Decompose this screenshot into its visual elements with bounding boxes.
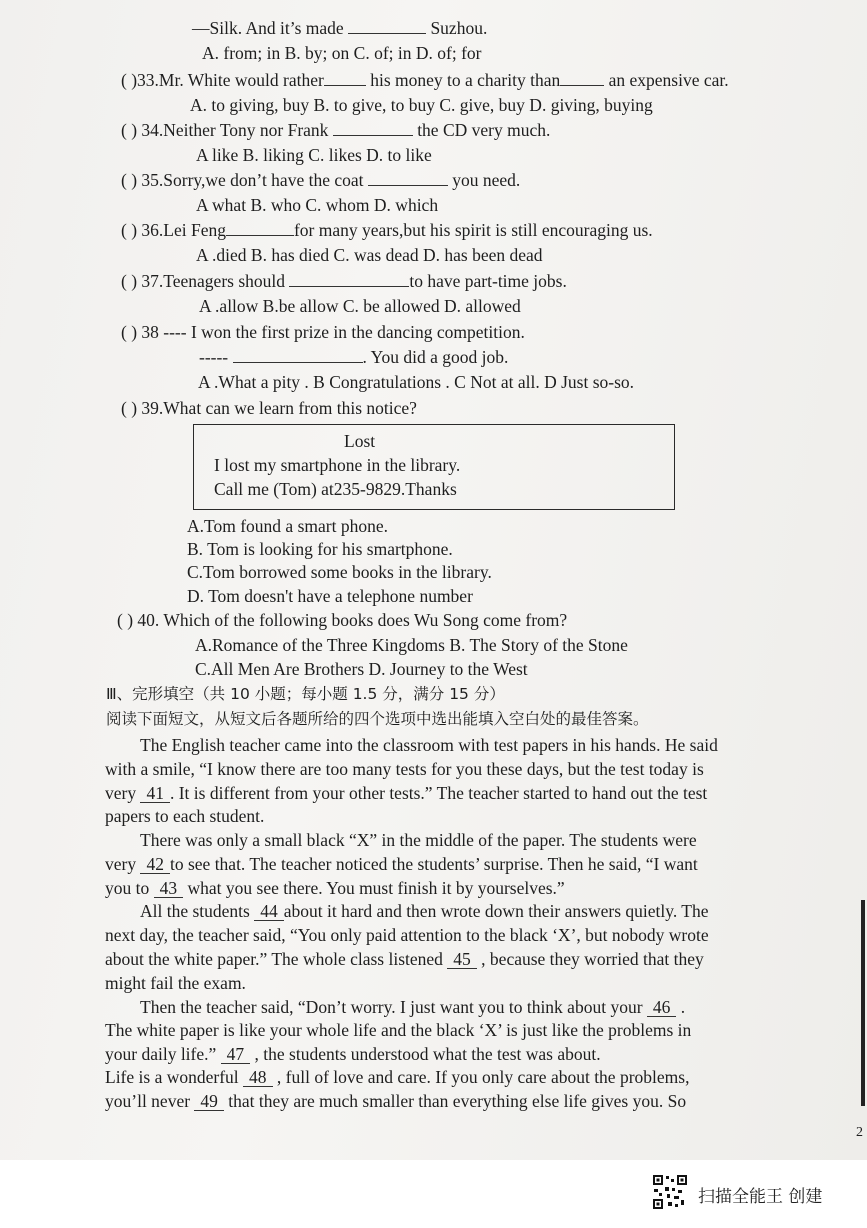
q40-question: ( ) 40. Which of the following books does Wu Song come from? bbox=[117, 610, 568, 630]
passage-line: with a smile, “I know there are too many tests for you these days, but the test today is bbox=[105, 759, 704, 779]
section-3-heading: Ⅲ、完形填空（共 10 小题；每小题 1.5 分，满分 15 分） bbox=[106, 685, 505, 703]
section-3-instructions: 阅读下面短文，从短文后各题所给的四个选项中选出能填入空白处的最佳答案。 bbox=[106, 710, 649, 728]
blank-42: 42 bbox=[140, 856, 170, 874]
blank-45: 45 bbox=[447, 951, 477, 969]
q37-options: A .allow B.be allow C. be allowed D. allowed bbox=[199, 296, 521, 316]
passage-line: Then the teacher said, “Don’t worry. I just want you to think about your 46 . bbox=[140, 997, 686, 1017]
qr-code-icon bbox=[652, 1174, 688, 1210]
page-number-fragment: 2 bbox=[856, 1125, 863, 1140]
passage-line: next day, the teacher said, “You only paid attention to the black ‘X’, but nobody wrote bbox=[105, 925, 709, 945]
q39-option-a: A.Tom found a smart phone. bbox=[187, 516, 388, 536]
passage-line: papers to each student. bbox=[105, 806, 265, 826]
passage-line: The English teacher came into the classroom with test papers in his hands. He said bbox=[140, 735, 718, 755]
blank-43: 43 bbox=[154, 880, 184, 898]
footer-label: 扫描全能王 创建 bbox=[698, 1187, 823, 1207]
q38-options: A .What a pity . B Congratulations . C Not at all. D Just so-so. bbox=[198, 372, 635, 392]
q35-options: A what B. who C. whom D. which bbox=[196, 195, 439, 215]
q40-options-ab: A.Romance of the Three Kingdoms B. The Story of the Stone bbox=[195, 635, 628, 655]
passage-line: All the students 44 about it hard and then wrote down their answers quietly. The bbox=[140, 901, 709, 921]
passage-line: about the white paper.” The whole class listened 45 , because they worried that they bbox=[105, 949, 704, 969]
q36-question: ( ) 36.Lei Feng for many years,but his spirit is still encouraging us. bbox=[121, 220, 653, 240]
passage-line: very 41 . It is different from your other tests.” The teacher started to hand out the test bbox=[105, 783, 708, 803]
q39-option-c: C.Tom borrowed some books in the library. bbox=[187, 562, 492, 582]
q34-question: ( ) 34.Neither Tony nor Frank the CD very much. bbox=[121, 120, 551, 140]
lost-notice-box bbox=[193, 424, 675, 510]
q34-options: A like B. liking C. likes D. to like bbox=[196, 145, 432, 165]
passage-line: There was only a small black “X” in the middle of the paper. The students were bbox=[140, 830, 697, 850]
q38-question: ( ) 38 ---- I won the first prize in the dancing competition. bbox=[121, 322, 525, 342]
blank-49: 49 bbox=[194, 1093, 224, 1111]
passage-line: might fail the exam. bbox=[105, 973, 246, 993]
q33-question: ( )33.Mr. White would rather his money to a charity than an expensive car. bbox=[121, 70, 729, 90]
q32-answer-line: —Silk. And it’s made Suzhou. bbox=[192, 18, 488, 38]
page-edge-mark bbox=[861, 900, 865, 1106]
q32-options: A. from; in B. by; on C. of; in D. of; for bbox=[202, 43, 482, 63]
blank-46: 46 bbox=[647, 999, 677, 1017]
q39-option-b: B. Tom is looking for his smartphone. bbox=[187, 539, 453, 559]
passage-line: very 42 to see that. The teacher noticed the students’ surprise. Then he said, “I want bbox=[105, 854, 698, 874]
q39-question: ( ) 39.What can we learn from this notice? bbox=[121, 398, 417, 418]
blank-41: 41 bbox=[140, 785, 170, 803]
passage-line: you to 43 what you see there. You must finish it by yourselves.” bbox=[105, 878, 565, 898]
blank-47: 47 bbox=[221, 1046, 251, 1064]
notice-line-1: I lost my smartphone in the library. bbox=[214, 455, 461, 475]
q36-options: A .died B. has died C. was dead D. has been dead bbox=[196, 245, 543, 265]
passage-line: your daily life.” 47 , the students understood what the test was about. bbox=[105, 1044, 601, 1064]
notice-line-2: Call me (Tom) at235-9829.Thanks bbox=[214, 479, 457, 499]
q37-question: ( ) 37.Teenagers should to have part-time jobs. bbox=[121, 271, 567, 291]
passage-line: The white paper is like your whole life and the black ‘X’ is just like the problems in bbox=[105, 1020, 692, 1040]
passage-line: Life is a wonderful 48 , full of love and care. If you only care about the problems, bbox=[105, 1067, 690, 1087]
q39-option-d: D. Tom doesn't have a telephone number bbox=[187, 586, 473, 606]
notice-title: Lost bbox=[344, 431, 376, 451]
q40-options-cd: C.All Men Are Brothers D. Journey to the West bbox=[195, 659, 528, 679]
q35-question: ( ) 35.Sorry,we don’t have the coat you need. bbox=[121, 170, 521, 190]
passage-line: you’ll never 49 that they are much smaller than everything else life gives you. So bbox=[105, 1091, 687, 1111]
blank-48: 48 bbox=[243, 1069, 273, 1087]
q38-response: ----- . You did a good job. bbox=[199, 347, 509, 367]
q33-options: A. to giving, buy B. to give, to buy C. give, buy D. giving, buying bbox=[190, 95, 653, 115]
blank-44: 44 bbox=[254, 903, 284, 921]
scanner-footer bbox=[0, 1160, 867, 1228]
